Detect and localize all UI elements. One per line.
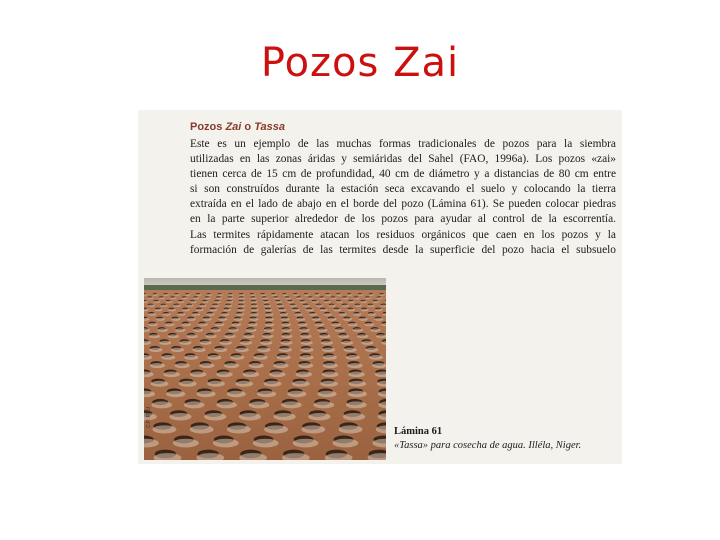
soil-mound: [278, 309, 286, 312]
soil-mound: [281, 334, 292, 338]
soil-mound: [170, 297, 176, 299]
soil-mound: [186, 304, 193, 306]
soil-mound: [347, 363, 362, 368]
soil-mound: [319, 334, 330, 338]
soil-mound: [281, 401, 302, 408]
soil-mound: [175, 363, 190, 368]
soil-mound: [171, 348, 184, 352]
soil-mound: [228, 328, 239, 332]
soil-mound: [199, 304, 206, 306]
soil-mound: [365, 297, 371, 299]
soil-mound: [207, 381, 225, 387]
soil-mound: [181, 297, 187, 299]
soil-mound: [309, 313, 317, 316]
soil-mound: [296, 318, 305, 321]
soil-mound: [369, 355, 383, 360]
soil-mound: [231, 323, 241, 326]
soil-mound: [184, 401, 205, 408]
soil-mound: [198, 323, 208, 326]
soil-mound: [346, 401, 367, 408]
soil-mound: [348, 372, 364, 378]
soil-mound: [304, 294, 310, 296]
soil-mound: [308, 413, 330, 421]
soil-mound: [227, 391, 246, 397]
soil-mound: [316, 304, 323, 306]
soil-mound: [293, 439, 319, 448]
soil-mound: [211, 328, 222, 332]
soil-mound: [314, 294, 320, 296]
soil-mound: [217, 294, 223, 296]
soil-mound: [361, 341, 373, 345]
caption-label: Lámina 61: [394, 426, 443, 437]
soil-mound: [236, 313, 244, 316]
soil-mound: [175, 328, 186, 332]
soil-mound: [323, 363, 338, 368]
soil-mound: [149, 334, 160, 338]
soil-mound: [358, 294, 364, 296]
soil-mound: [165, 323, 175, 326]
soil-mound: [343, 413, 365, 421]
soil-mound: [249, 363, 264, 368]
soil-mound: [159, 341, 171, 345]
body-line: en la parte superior alrededor de los pozos para ayudar al control de la escorrentía.: [190, 213, 616, 226]
soil-mound: [238, 304, 245, 306]
soil-mound: [319, 297, 325, 299]
soil-mound: [364, 323, 374, 326]
soil-mound: [218, 318, 227, 321]
caption-text: «Tassa» para cosecha de agua. Illéla, Niger.: [394, 440, 582, 451]
soil-mound: [185, 294, 191, 296]
soil-mound: [324, 313, 332, 316]
soil-mound: [249, 401, 270, 408]
soil-mound: [166, 391, 185, 397]
soil-mound: [204, 297, 210, 299]
soil-mound: [325, 294, 331, 296]
soil-mound: [346, 355, 360, 360]
soil-mound: [282, 294, 288, 296]
soil-mound: [196, 391, 215, 397]
soil-mound: [264, 381, 282, 387]
soil-mound: [265, 323, 275, 326]
soil-mound: [322, 348, 335, 352]
soil-mound: [292, 381, 310, 387]
soil-mound: [338, 313, 346, 316]
soil-mound: [193, 297, 199, 299]
soil-mound: [277, 355, 291, 360]
soil-mound: [336, 294, 342, 296]
soil-mound: [181, 323, 191, 326]
soil-mound: [149, 348, 162, 352]
section-heading: Pozos Zai o Tassa: [190, 121, 285, 133]
soil-mound: [330, 297, 336, 299]
soil-mound: [290, 304, 297, 306]
soil-mound: [339, 425, 363, 433]
soil-mound: [271, 294, 277, 296]
soil-mound: [265, 313, 273, 316]
soil-mound: [299, 328, 310, 332]
soil-mound: [171, 318, 180, 321]
soil-mound: [314, 401, 335, 408]
soil-mound: [277, 304, 284, 306]
soil-mound: [214, 348, 227, 352]
soil-mound: [285, 297, 291, 299]
soil-mound: [269, 372, 285, 378]
soil-mound: [376, 297, 382, 299]
soil-mound: [250, 313, 258, 316]
soil-mound: [368, 313, 376, 316]
soil-mound: [315, 323, 325, 326]
soil-mound: [280, 341, 292, 345]
soil-mound: [262, 297, 268, 299]
soil-mound: [348, 381, 366, 387]
soil-mound: [193, 328, 204, 332]
soil-mound: [157, 328, 168, 332]
soil-mound: [227, 297, 233, 299]
soil-mound: [352, 328, 363, 332]
soil-mound: [298, 323, 308, 326]
soil-mound: [357, 334, 368, 338]
soil-mound: [187, 334, 198, 338]
soil-mound: [151, 401, 172, 408]
soil-mound: [257, 391, 276, 397]
soil-mound: [249, 318, 258, 321]
soil-mound: [353, 313, 361, 316]
soil-mound: [216, 401, 237, 408]
soil-mound: [239, 297, 245, 299]
soil-mound: [333, 439, 359, 448]
soil-mound: [361, 309, 369, 312]
soil-mound: [150, 363, 165, 368]
soil-mound: [179, 381, 197, 387]
soil-mound: [228, 294, 234, 296]
soil-mound: [192, 313, 200, 316]
soil-mound: [324, 301, 331, 303]
soil-mound: [273, 297, 279, 299]
soil-mound: [173, 304, 180, 306]
soil-mound: [151, 381, 169, 387]
soil-mound: [341, 304, 348, 306]
soil-mound: [168, 334, 179, 338]
soil-mound: [322, 372, 338, 378]
soil-mound: [250, 294, 256, 296]
soil-mound: [243, 372, 259, 378]
soil-mound: [280, 313, 288, 316]
soil-mound: [213, 439, 239, 448]
soil-mound: [353, 297, 359, 299]
soil-mound: [359, 318, 368, 321]
soil-mound: [196, 309, 204, 312]
soil-mound: [156, 318, 165, 321]
soil-mound: [178, 301, 185, 303]
soil-mound: [260, 341, 272, 345]
soil-mound: [160, 304, 167, 306]
soil-mound: [320, 381, 338, 387]
soil-mound: [265, 309, 273, 312]
soil-mound: [240, 341, 252, 345]
soil-mound: [300, 334, 311, 338]
soil-mound: [344, 348, 357, 352]
soil-mound: [203, 318, 212, 321]
soil-mound: [173, 439, 199, 448]
soil-mound: [153, 301, 160, 303]
soil-mound: [281, 323, 291, 326]
soil-mound: [239, 294, 245, 296]
soil-mound: [333, 309, 341, 312]
soil-mound: [327, 318, 336, 321]
soil-mound: [239, 301, 246, 303]
soil-mound: [190, 425, 214, 433]
soil-mound: [230, 355, 244, 360]
soil-mound: [234, 318, 243, 321]
soil-mound: [301, 341, 313, 345]
soil-mound: [312, 301, 319, 303]
soil-mound: [331, 323, 341, 326]
soil-mound: [206, 294, 212, 296]
soil-mound: [216, 297, 222, 299]
soil-mound: [317, 391, 336, 397]
soil-mound: [147, 297, 153, 299]
soil-mound: [293, 294, 299, 296]
soil-mound: [204, 413, 226, 421]
soil-mound: [253, 439, 279, 448]
body-line: extraída en el lado de abajo en el borde del pozo (Lámina 61). Se pueden colocar piedras: [190, 198, 616, 211]
soil-mound: [301, 425, 325, 433]
soil-mound: [166, 301, 173, 303]
soil-mound: [224, 334, 235, 338]
body-line: Las termites rápidamente atacan los residuos orgánicos que caen en los pozos y la: [190, 228, 616, 241]
soil-mound: [317, 328, 328, 332]
soil-mound: [279, 348, 292, 352]
soil-mound: [348, 301, 355, 303]
soil-mound: [265, 318, 274, 321]
soil-mound: [224, 363, 239, 368]
soil-mound: [300, 348, 313, 352]
soil-mound: [199, 341, 211, 345]
soil-mound: [223, 309, 231, 312]
soil-mound: [196, 294, 202, 296]
soil-mound: [321, 341, 333, 345]
soil-mound: [360, 301, 367, 303]
soil-mound: [347, 309, 355, 312]
soil-mound: [295, 372, 311, 378]
soil-mound: [250, 297, 256, 299]
soil-mound: [152, 425, 176, 433]
body-line: si son construídos durante la estación seca excavando el suelo y colocando la tierra: [190, 183, 616, 196]
soil-mound: [379, 294, 385, 296]
body-line: utilizadas en las zonas áridas y semiáridas del Sahel (FAO, 1996a). Los pozos «zai»: [190, 153, 616, 166]
soil-mound: [212, 304, 219, 306]
soil-mound: [163, 372, 179, 378]
soil-mound: [207, 355, 221, 360]
soil-mound: [300, 355, 314, 360]
soil-mound: [221, 313, 229, 316]
soil-mound: [306, 309, 314, 312]
soil-mound: [147, 304, 154, 306]
soil-mound: [263, 301, 270, 303]
body-line: Este es un ejemplo de las muchas formas tradicionales de pozos para la siembra: [190, 138, 616, 150]
soil-mound: [343, 318, 352, 321]
zai-pits-field-image: [144, 278, 386, 460]
soil-mound: [275, 301, 282, 303]
soil-mound: [253, 355, 267, 360]
soil-mound: [225, 304, 232, 306]
soil-mound: [298, 363, 313, 368]
soil-mound: [227, 425, 251, 433]
soil-mound: [202, 301, 209, 303]
field-photo: [144, 278, 386, 460]
soil-mound: [239, 413, 261, 421]
soil-mound: [174, 294, 180, 296]
soil-mound: [169, 413, 191, 421]
soil-mound: [162, 313, 170, 316]
soil-mound: [248, 323, 258, 326]
soil-mound: [251, 309, 259, 312]
soil-mound: [182, 309, 190, 312]
soil-mound: [264, 328, 275, 332]
soil-mound: [257, 348, 270, 352]
soil-mound: [262, 334, 273, 338]
soil-mound: [347, 294, 353, 296]
soil-mound: [251, 301, 258, 303]
soil-mound: [348, 391, 367, 397]
soil-mound: [374, 318, 383, 321]
soil-mound: [342, 297, 348, 299]
soil-mound: [220, 341, 232, 345]
soil-mound: [299, 301, 306, 303]
soil-mound: [163, 294, 169, 296]
soil-mound: [154, 309, 162, 312]
soil-mound: [210, 309, 218, 312]
soil-mound: [335, 328, 346, 332]
soil-mound: [354, 304, 361, 306]
soil-mound: [243, 334, 254, 338]
soil-mound: [148, 323, 158, 326]
soil-mound: [246, 328, 257, 332]
photo-credit: C.P. REIJ: [146, 406, 152, 428]
soil-mound: [184, 355, 198, 360]
soil-mound: [312, 318, 321, 321]
soil-mound: [287, 301, 294, 303]
soil-mound: [187, 318, 196, 321]
soil-mound: [375, 309, 383, 312]
soil-mound: [190, 301, 197, 303]
soil-mound: [226, 301, 233, 303]
soil-mound: [341, 341, 353, 345]
soil-mound: [292, 309, 300, 312]
soil-mound: [287, 391, 306, 397]
soil-mound: [236, 348, 249, 352]
soil-mound: [168, 309, 176, 312]
soil-mound: [323, 355, 337, 360]
soil-mound: [215, 323, 225, 326]
soil-mound: [152, 294, 158, 296]
soil-mound: [273, 363, 288, 368]
soil-mound: [237, 309, 245, 312]
soil-mound: [264, 304, 271, 306]
soil-mound: [206, 313, 214, 316]
soil-mound: [370, 328, 381, 332]
soil-mound: [274, 413, 296, 421]
soil-mound: [260, 294, 266, 296]
soil-mound: [320, 309, 328, 312]
soil-mound: [205, 334, 216, 338]
soil-mound: [365, 348, 378, 352]
soil-mound: [303, 304, 310, 306]
soil-mound: [177, 313, 185, 316]
soil-mound: [214, 301, 221, 303]
soil-mound: [159, 297, 165, 299]
soil-mound: [281, 318, 290, 321]
body-paragraph: [190, 137, 616, 258]
scanned-page: [138, 110, 622, 464]
soil-mound: [264, 425, 288, 433]
soil-mound: [235, 381, 253, 387]
soil-mound: [329, 304, 336, 306]
soil-mound: [251, 304, 258, 306]
soil-mound: [161, 355, 175, 360]
soil-mound: [179, 341, 191, 345]
soil-mound: [190, 372, 206, 378]
body-line: formación de galerías de las termites desde la superficie del pozo hacia el subsuelo: [190, 243, 616, 256]
soil-mound: [296, 297, 302, 299]
slide-title: Pozos Zai: [260, 40, 460, 86]
soil-mound: [216, 372, 232, 378]
soil-mound: [367, 304, 374, 306]
soil-mound: [148, 313, 156, 316]
soil-mound: [368, 294, 374, 296]
soil-mound: [294, 313, 302, 316]
soil-mound: [338, 334, 349, 338]
soil-mound: [308, 297, 314, 299]
soil-mound: [199, 363, 214, 368]
soil-mound: [336, 301, 343, 303]
body-line: tienen cerca de 15 cm de profundidad, 40 cm de diámetro y a distancias de 80 cm entre: [190, 168, 616, 181]
soil-mound: [281, 328, 292, 332]
soil-mound: [348, 323, 358, 326]
soil-mound: [372, 301, 379, 303]
soil-mound: [192, 348, 205, 352]
